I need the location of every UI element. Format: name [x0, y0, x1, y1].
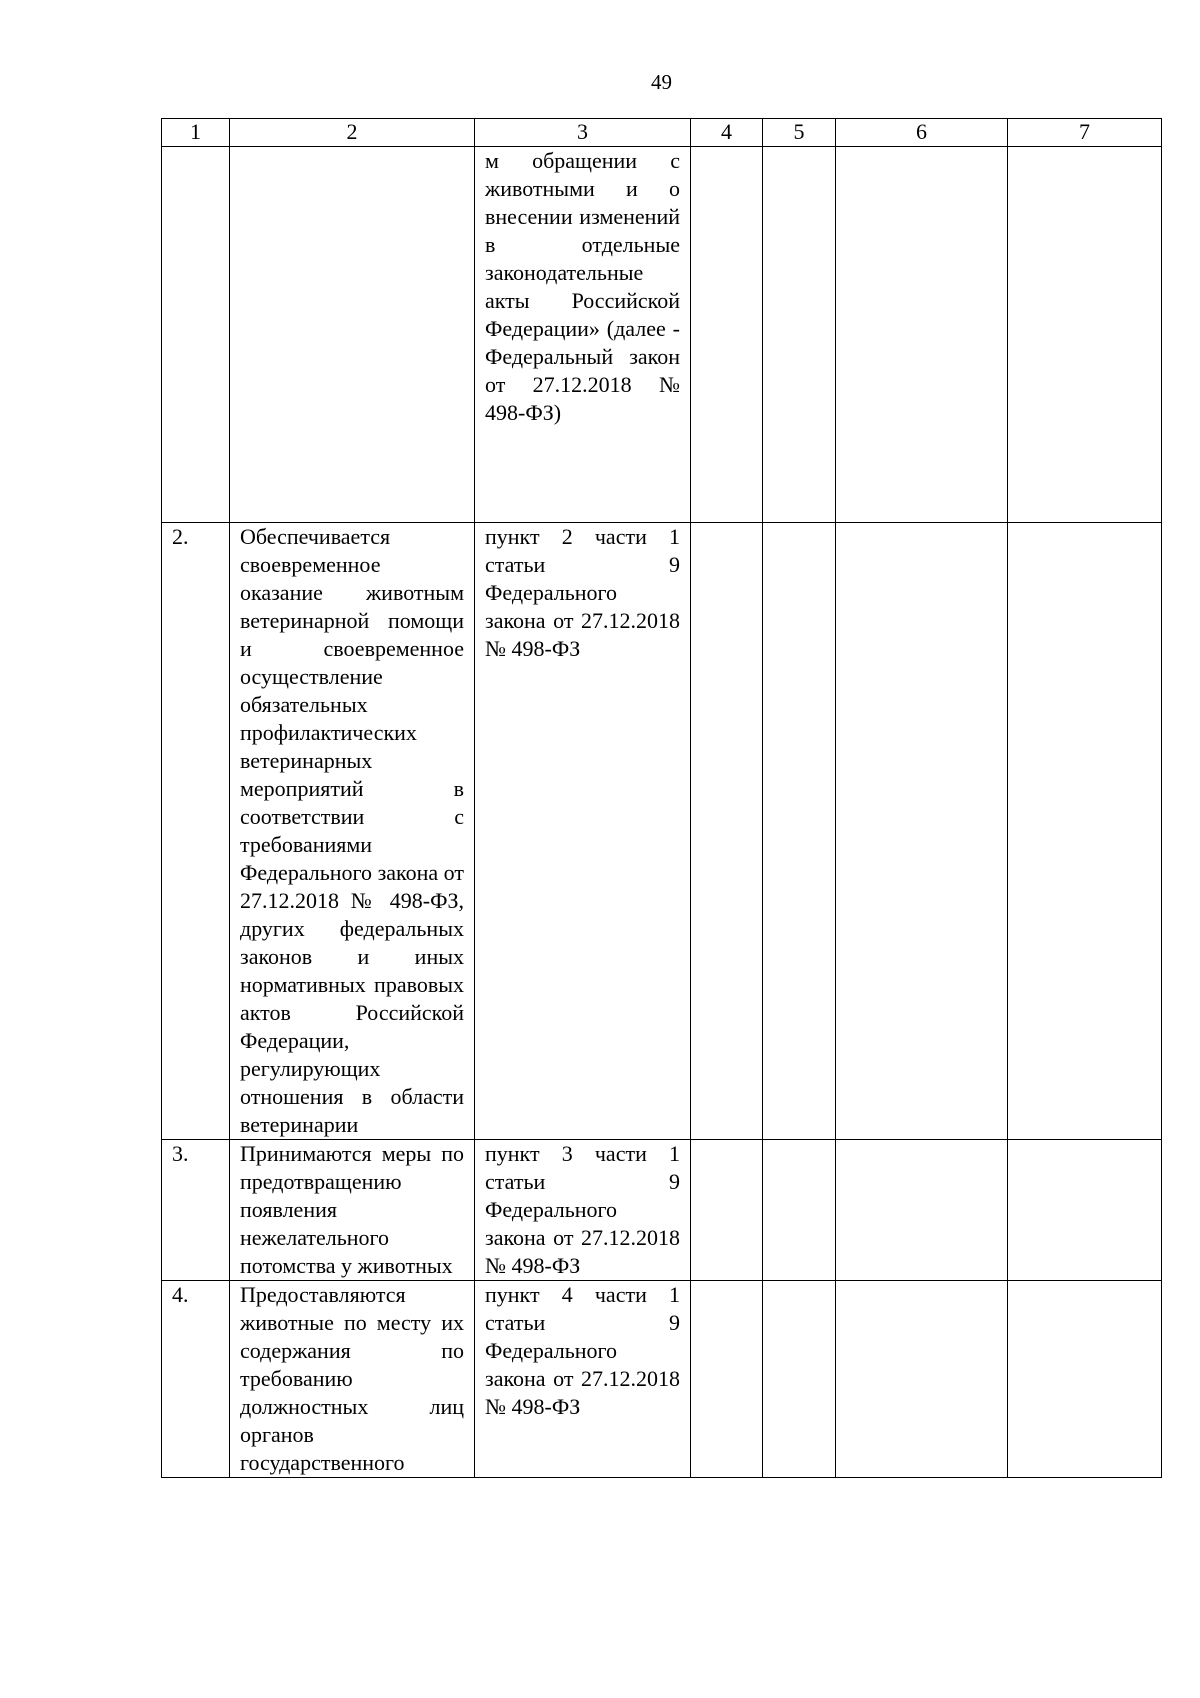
empty-cell — [1008, 1281, 1162, 1478]
empty-cell — [763, 1281, 836, 1478]
requirement-text: Принимаются меры по предотвращению появления нежелательного потомства у животных — [230, 1140, 475, 1281]
row-number — [162, 147, 230, 523]
requirement-text — [230, 147, 475, 523]
column-header-1: 1 — [162, 119, 230, 147]
empty-cell — [1008, 523, 1162, 1140]
table-row — [162, 1281, 1162, 1478]
row-number: 2. — [162, 523, 230, 1140]
legal-basis-text: пункт 3 части 1 статьи 9 Федерального закона от 27.12.2018 № 498-ФЗ — [475, 1140, 691, 1281]
empty-cell — [763, 523, 836, 1140]
row-number: 3. — [162, 1140, 230, 1281]
requirement-text: Предоставляются животные по месту их содержания по требованию должностных лиц органов государственного — [230, 1281, 475, 1478]
empty-cell — [763, 147, 836, 523]
empty-cell — [1008, 1140, 1162, 1281]
row-number: 4. — [162, 1281, 230, 1478]
empty-cell — [691, 523, 763, 1140]
empty-cell — [836, 523, 1008, 1140]
empty-cell — [691, 1140, 763, 1281]
column-header-2: 2 — [230, 119, 475, 147]
table-header-row — [162, 119, 1162, 147]
column-header-4: 4 — [691, 119, 763, 147]
empty-cell — [836, 1140, 1008, 1281]
empty-cell — [836, 1281, 1008, 1478]
column-header-7: 7 — [1008, 119, 1162, 147]
legal-basis-text: пункт 2 части 1 статьи 9 Федерального закона от 27.12.2018 № 498-ФЗ — [475, 523, 691, 1140]
table-row — [162, 1140, 1162, 1281]
empty-cell — [836, 147, 1008, 523]
column-header-6: 6 — [836, 119, 1008, 147]
page-number: 49 — [651, 70, 672, 94]
column-header-3: 3 — [475, 119, 691, 147]
empty-cell — [1008, 147, 1162, 523]
empty-cell — [691, 147, 763, 523]
table-row — [162, 523, 1162, 1140]
legal-basis-text: пункт 4 части 1 статьи 9 Федерального закона от 27.12.2018 № 498-ФЗ — [475, 1281, 691, 1478]
legal-basis-text: м обращении с животными и о внесении изменений в отдельные законодательные акты Российской Федерации» (далее - Федеральный закон от 27.12.2018 № 498-ФЗ) — [475, 147, 691, 523]
table-row — [162, 147, 1162, 523]
requirement-text: Обеспечивается своевременное оказание животным ветеринарной помощи и своевременное осуществление обязательных профилактических ветеринарных мероприятий в соответствии с требованиями Федерального закона от 27.12.2018 № 498-ФЗ, других федеральных законов и иных нормативных правовых актов Российской Федерации, регулирующих отношения в области ветеринарии — [230, 523, 475, 1140]
empty-cell — [763, 1140, 836, 1281]
requirements-table — [161, 118, 1162, 1478]
column-header-5: 5 — [763, 119, 836, 147]
empty-cell — [691, 1281, 763, 1478]
